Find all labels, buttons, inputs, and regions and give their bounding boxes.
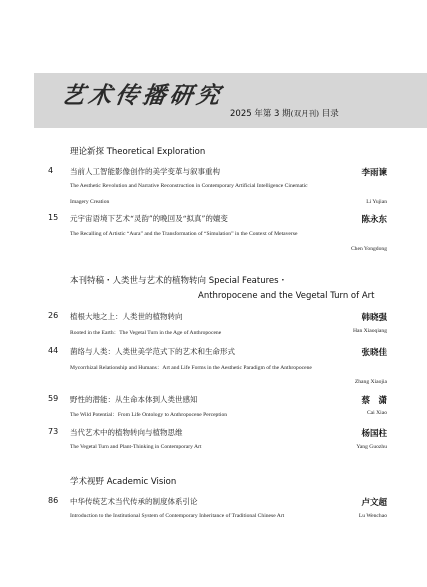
- section-title-special-features: 本刊特稿・人类世与艺术的植物转向 Special Features・: [70, 276, 288, 286]
- entry-title-en: The Recalling of Artistic “Aura” and the Transformation of “Simulation” in the Context of Metaverse: [70, 231, 298, 237]
- entry-title-zh[interactable]: 植根大地之上：人类世的植物转向: [70, 312, 183, 321]
- entry-author-zh: 陈永东: [361, 215, 387, 225]
- section-title-academic-vision: 学术视野 Academic Vision: [70, 477, 177, 487]
- entry-author-en: Chen Yongdong: [350, 246, 387, 252]
- entry-title-zh[interactable]: 中华传统艺术当代传承的制度体系引论: [70, 497, 198, 506]
- issue-number: 2025 年第 3 期: [230, 109, 291, 119]
- entry-title-en: The Vegetal Turn and Plant-Thinking in Contemporary Art: [70, 444, 202, 450]
- entry-title-en: The Wild Potential：From Life Ontology to Anthropocene Perception: [70, 412, 228, 418]
- entry-page-number: 44: [48, 346, 59, 355]
- entry-author-en: Zhang Xiaojia: [354, 379, 387, 385]
- entry-author-zh: 韩晓强: [361, 313, 387, 323]
- issue-frequency: (双月刊): [290, 109, 320, 118]
- entry-title-zh[interactable]: 元宇宙语境下艺术“灵韵”的晚回及“拟真”的嬗变: [70, 214, 228, 223]
- section-title-special-features-continued: Anthropocene and the Vegetal Turn of Art: [198, 291, 375, 301]
- entry-author-zh: 卢文超: [361, 498, 387, 508]
- entry-title-en: Introduction to the Institutional System of Contemporary Inheritance of Traditional Chinese Art: [70, 513, 285, 519]
- entry-author-en: Lu Wenchao: [358, 513, 387, 519]
- section-title-theoretical: 理论新探 Theoretical Exploration: [70, 147, 206, 157]
- entry-title-zh[interactable]: 当前人工智能影像创作的美学变革与叙事重构: [70, 167, 220, 176]
- entry-author-zh: 张晓佳: [361, 348, 387, 358]
- entry-author-en: Han Xiaoqiang: [352, 328, 387, 334]
- entry-title-en: The Aesthetic Revolution and Narrative Reconstruction in Contemporary Artificial Intelligence Cinematic: [70, 183, 308, 189]
- entry-author-zh: 李雨谏: [361, 168, 387, 178]
- entry-page-number: 26: [48, 311, 59, 320]
- entry-page-number: 86: [48, 496, 59, 505]
- entry-title-en: Rooted in the Earth：The Vegetal Turn in the Age of Anthropocene: [70, 330, 222, 336]
- entry-title-en: Mycorrhizal Relationship and Humans：Art and Life Forms in the Aesthetic Paradigm of the Anthropocene: [70, 365, 312, 371]
- entry-title-zh[interactable]: 野性的潜能：从生命本体到人类世感知: [70, 395, 198, 404]
- entry-page-number: 15: [48, 213, 59, 222]
- entry-author-en: Li Yujian: [366, 199, 387, 205]
- issue-label: [230, 107, 339, 119]
- journal-logo: 艺术传播研究: [59, 82, 226, 109]
- masthead-banner: [34, 73, 427, 128]
- entry-author-zh: 杨国柱: [361, 429, 387, 439]
- entry-page-number: 59: [48, 394, 59, 403]
- entry-page-number: 73: [48, 427, 59, 436]
- entry-title-zh[interactable]: 当代艺术中的植物转向与植物思维: [70, 428, 183, 437]
- entry-author-zh: 蔡 潇: [361, 396, 387, 406]
- toc-label: 目录: [321, 109, 339, 119]
- entry-author-en: Cai Xiao: [366, 410, 387, 416]
- entry-author-en: Yang Guozhu: [356, 444, 387, 450]
- entry-title-en-continued: Imagery Creation: [70, 199, 110, 205]
- entry-page-number: 4: [48, 166, 54, 175]
- entry-title-zh[interactable]: 菌络与人类：人类世美学范式下的艺术和生命形式: [70, 347, 235, 356]
